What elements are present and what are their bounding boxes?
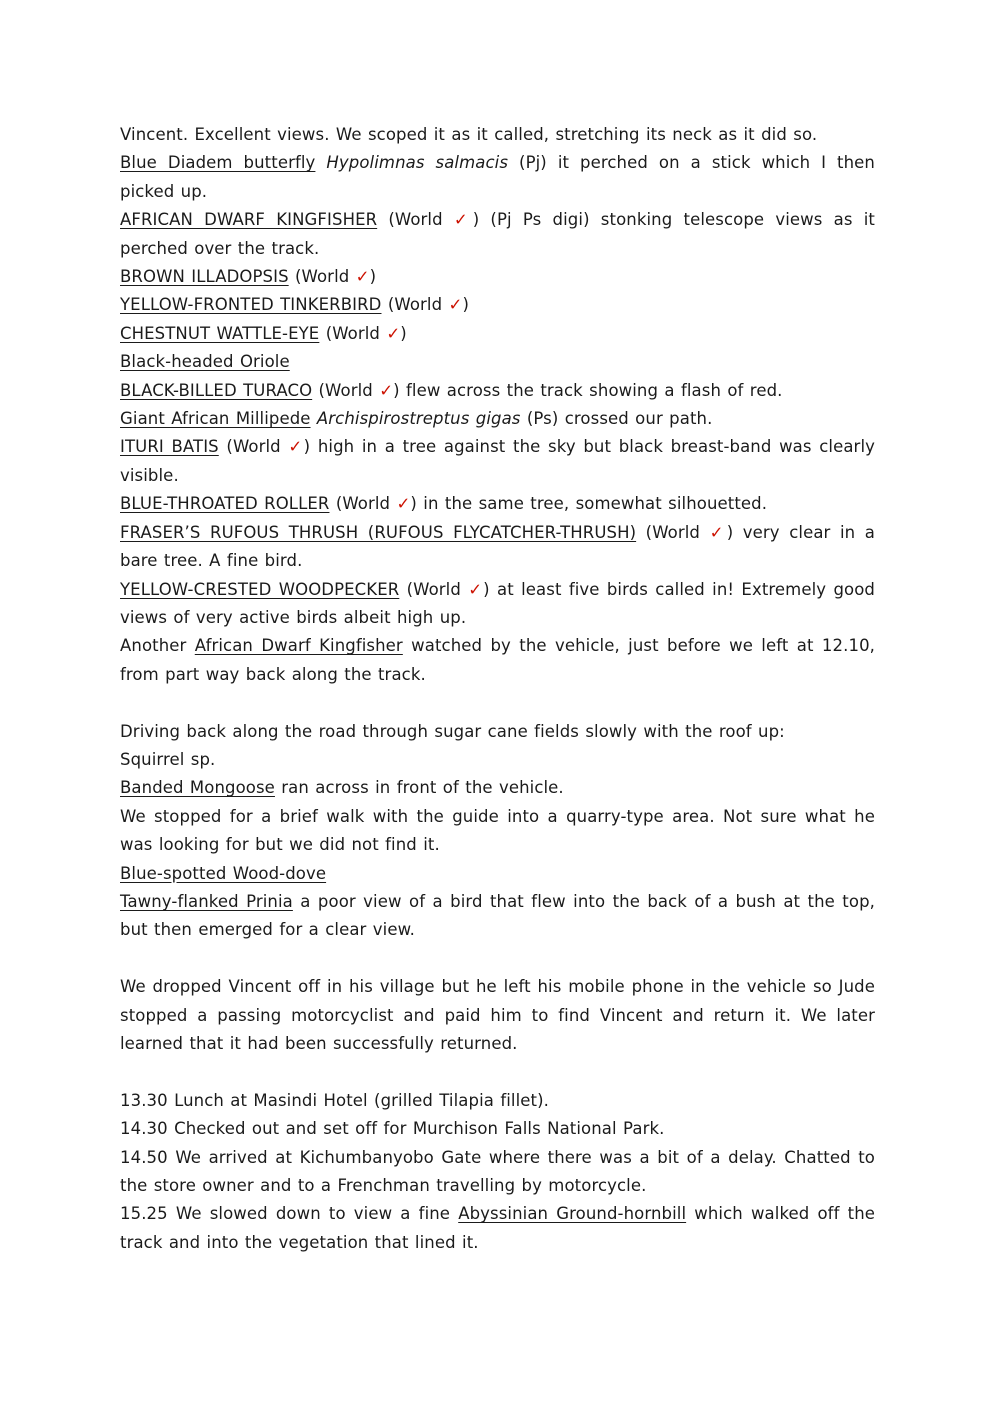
paragraph [120, 1200, 875, 1257]
paragraph [120, 718, 875, 746]
species-name: African Dwarf Kingfisher [194, 636, 403, 656]
checkmark-icon: ✓ [355, 267, 370, 287]
text-segment: ) [462, 295, 469, 315]
checkmark-icon: ✓ [709, 522, 727, 542]
text-segment: (World [288, 267, 356, 287]
text-segment: watched by the vehicle, just before we left at 12.10, from part way back along the track. [120, 636, 876, 684]
checkmark-icon: ✓ [396, 494, 411, 514]
checkmark-icon: ✓ [453, 210, 473, 230]
text-segment: (World [319, 323, 387, 343]
text-segment: (World [377, 210, 454, 230]
paragraph [120, 1115, 875, 1143]
species-name: YELLOW-CRESTED WOODPECKER [120, 579, 400, 599]
document-body [120, 121, 875, 1257]
paragraph [120, 746, 875, 774]
text-segment: Squirrel sp. [120, 749, 216, 769]
paragraph [120, 263, 875, 291]
text-segment: 15.25 We slowed down to view a fine [120, 1204, 459, 1224]
species-name: Blue Diadem butterfly [120, 153, 316, 173]
paragraph [120, 149, 875, 206]
paragraph [120, 774, 875, 802]
species-name: FRASER’S RUFOUS THRUSH (RUFOUS FLYCATCHER-THRUSH) [120, 522, 637, 542]
paragraph [120, 490, 875, 518]
text-segment: Vincent. Excellent views. We scoped it as it called, stretching its neck as it did so. [120, 125, 818, 144]
checkmark-icon: ✓ [386, 323, 401, 343]
text-segment: We stopped for a brief walk with the guide into a quarry-type area. Not sure what he was looking for but we did not find it. [120, 806, 875, 855]
text-segment: 14.50 We arrived at Kichumbanyobo Gate where there was a bit of a delay. Chatted to the store owner and to a Frenchman travelling by motorcycle. [120, 1147, 875, 1195]
species-name: Black-headed Oriole [120, 352, 290, 372]
species-name: ITURI BATIS [120, 437, 219, 457]
text-segment: Archispirostreptus gigas [316, 409, 521, 429]
paragraph [120, 348, 875, 376]
text-segment: Hypolimnas salmacis [326, 153, 509, 173]
species-name: AFRICAN DWARF KINGFISHER [120, 210, 378, 230]
text-segment: Driving back along the road through sugar cane fields slowly with the roof up: [120, 721, 785, 741]
text-segment: (World [636, 522, 710, 542]
paragraph [120, 973, 875, 1058]
blank-line [120, 945, 875, 973]
paragraph [120, 888, 875, 945]
species-name: CHESTNUT WATTLE-EYE [120, 323, 320, 343]
text-segment: We dropped Vincent off in his village but he left his mobile phone in the vehicle so Jude stopped a passing motorcyclist and paid him to find Vincent and return it. We later learned that it had been successfully returned. [120, 977, 875, 1053]
species-name: BLUE-THROATED ROLLER [120, 494, 330, 514]
text-segment: ) high in a tree against the sky but black breast-band was clearly visible. [120, 437, 875, 485]
text-segment: (World [218, 437, 289, 457]
text-segment: (World [381, 295, 449, 315]
text-segment: ) very clear in a bare tree. A fine bird. [120, 522, 875, 571]
checkmark-icon: ✓ [379, 380, 394, 400]
species-name: Tawny-flanked Prinia [120, 891, 293, 911]
text-segment: (World [399, 579, 469, 599]
text-segment: Another [120, 636, 195, 656]
species-name: YELLOW-FRONTED TINKERBIRD [120, 295, 382, 315]
species-name: Giant African Millipede [120, 409, 311, 429]
text-segment: which walked off the track and into the vegetation that lined it. [120, 1204, 875, 1252]
paragraph [120, 1087, 875, 1115]
text-segment: a poor view of a bird that flew into the back of a bush at the top, but then emerged for a clear view. [120, 891, 875, 940]
paragraph [120, 121, 875, 149]
text-segment: ) [369, 267, 377, 287]
blank-line [120, 1058, 875, 1086]
text-segment: (Pj) it perched on a stick which I then picked up. [120, 153, 875, 201]
checkmark-icon: ✓ [468, 579, 484, 599]
text-segment: ) at least five birds called in! Extremely good views of very active birds albeit high up. [120, 579, 875, 627]
species-name: Banded Mongoose [120, 778, 275, 798]
paragraph [120, 519, 875, 576]
text-segment: ) flew across the track showing a flash of red. [393, 380, 783, 400]
species-name: Abyssinian Ground-hornbill [458, 1204, 687, 1224]
text-segment: ) (Pj Ps digi) stonking telescope views as it perched over the track. [120, 210, 875, 258]
paragraph [120, 803, 875, 860]
species-name: Blue-spotted Wood-dove [120, 863, 327, 883]
paragraph [120, 320, 875, 348]
paragraph [120, 377, 875, 405]
text-segment: (World [312, 380, 380, 400]
blank-line [120, 689, 875, 717]
paragraph [120, 632, 875, 689]
text-segment: ran across in front of the vehicle. [274, 778, 564, 798]
text-segment: (World [329, 494, 397, 514]
text-segment: ) in the same tree, somewhat silhouetted. [410, 494, 768, 514]
paragraph [120, 405, 875, 433]
text-segment: 13.30 Lunch at Masindi Hotel (grilled Tilapia fillet). [120, 1090, 549, 1110]
species-name: BLACK-BILLED TURACO [120, 380, 313, 400]
paragraph [120, 206, 875, 263]
paragraph [120, 433, 875, 490]
paragraph [120, 860, 875, 888]
text-segment: ) [400, 323, 407, 343]
paragraph [120, 1144, 875, 1201]
species-name: BROWN ILLADOPSIS [120, 267, 289, 287]
text-segment: (Ps) crossed our path. [520, 409, 713, 429]
paragraph [120, 291, 875, 319]
checkmark-icon: ✓ [448, 295, 463, 315]
text-segment [315, 153, 326, 172]
text-segment: 14.30 Checked out and set off for Murchison Falls National Park. [120, 1119, 665, 1139]
paragraph [120, 576, 875, 633]
checkmark-icon: ✓ [288, 437, 304, 457]
